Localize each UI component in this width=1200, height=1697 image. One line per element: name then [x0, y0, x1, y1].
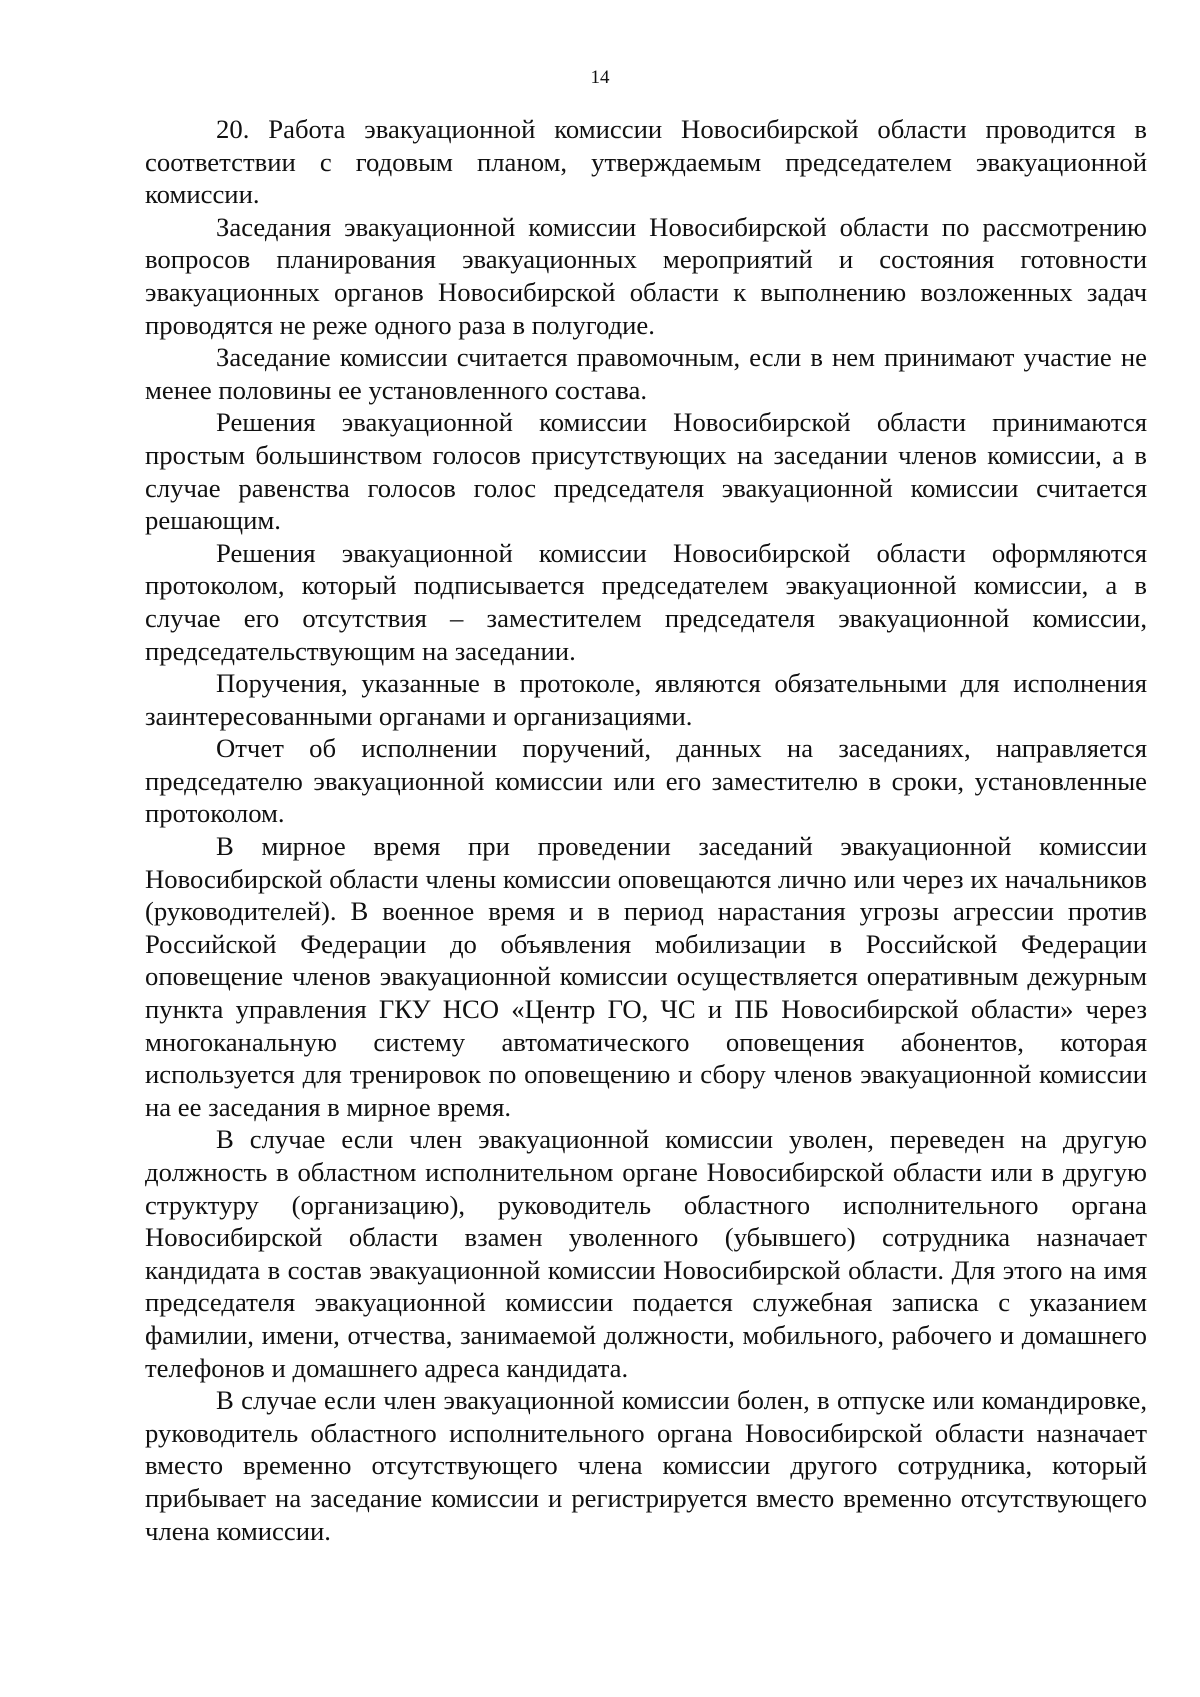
- paragraph-5: Решения эвакуационной комиссии Новосибирской области оформляются протоколом, который подписывается председателем эвакуационной комиссии, а в случае его отсутствия – заместителем председателя эвакуационной комиссии, председательствующим на заседании.: [145, 537, 1147, 666]
- paragraph-10: В случае если член эвакуационной комиссии болен, в отпуске или командировке, руководитель областного исполнительного органа Новосибирской области назначает вместо временно отсутствующего члена комиссии другого сотрудника, который прибывает на заседание комиссии и регистрируется вместо временно отсутствующего члена комиссии.: [145, 1385, 1147, 1546]
- page-number: 14: [590, 67, 610, 88]
- paragraph-6: Поручения, указанные в протоколе, являются обязательными для исполнения заинтересованными органами и организациями.: [145, 668, 1147, 731]
- paragraph-7: Отчет об исполнении поручений, данных на заседаниях, направляется председателю эвакуационной комиссии или его заместителю в сроки, установленные протоколом.: [145, 733, 1147, 829]
- paragraph-2: Заседания эвакуационной комиссии Новосибирской области по рассмотрению вопросов планирования эвакуационных мероприятий и состояния готовности эвакуационных органов Новосибирской области к выполнению возложенных задач проводятся не реже одного раза в полугодие.: [145, 211, 1147, 340]
- paragraph-9: В случае если член эвакуационной комиссии уволен, переведен на другую должность в областном исполнительном органе Новосибирской области или в другую структуру (организацию), руководитель областного исполнительного органа Новосибирской области взамен уволенного (убывшего) сотрудника назначает кандидата в состав эвакуационной комиссии Новосибирской области. Для этого на имя председателя эвакуационной комиссии подается служебная записка с указанием фамилии, имени, отчества, занимаемой должности, мобильного, рабочего и домашнего телефонов и домашнего адреса кандидата.: [145, 1124, 1147, 1383]
- paragraph-1: 20. Работа эвакуационной комиссии Новосибирской области проводится в соответствии с годовым планом, утверждаемым председателем эвакуационной комиссии.: [145, 114, 1147, 210]
- document-body: [145, 113, 1147, 1547]
- paragraph-4: Решения эвакуационной комиссии Новосибирской области принимаются простым большинством голосов присутствующих на заседании членов комиссии, а в случае равенства голосов голос председателя эвакуационной комиссии считается решающим.: [145, 407, 1147, 536]
- paragraph-3: Заседание комиссии считается правомочным, если в нем принимают участие не менее половины ее установленного состава.: [145, 342, 1147, 405]
- paragraph-8: В мирное время при проведении заседаний эвакуационной комиссии Новосибирской области члены комиссии оповещаются лично или через их начальников (руководителей). В военное время и в период нарастания угрозы агрессии против Российской Федерации до объявления мобилизации в Российской Федерации оповещение членов эвакуационной комиссии осуществляется оперативным дежурным пункта управления ГКУ НСО «Центр ГО, ЧС и ПБ Новосибирской области» через многоканальную систему автоматического оповещения абонентов, которая используется для тренировок по оповещению и сбору членов эвакуационной комиссии на ее заседания в мирное время.: [145, 831, 1147, 1122]
